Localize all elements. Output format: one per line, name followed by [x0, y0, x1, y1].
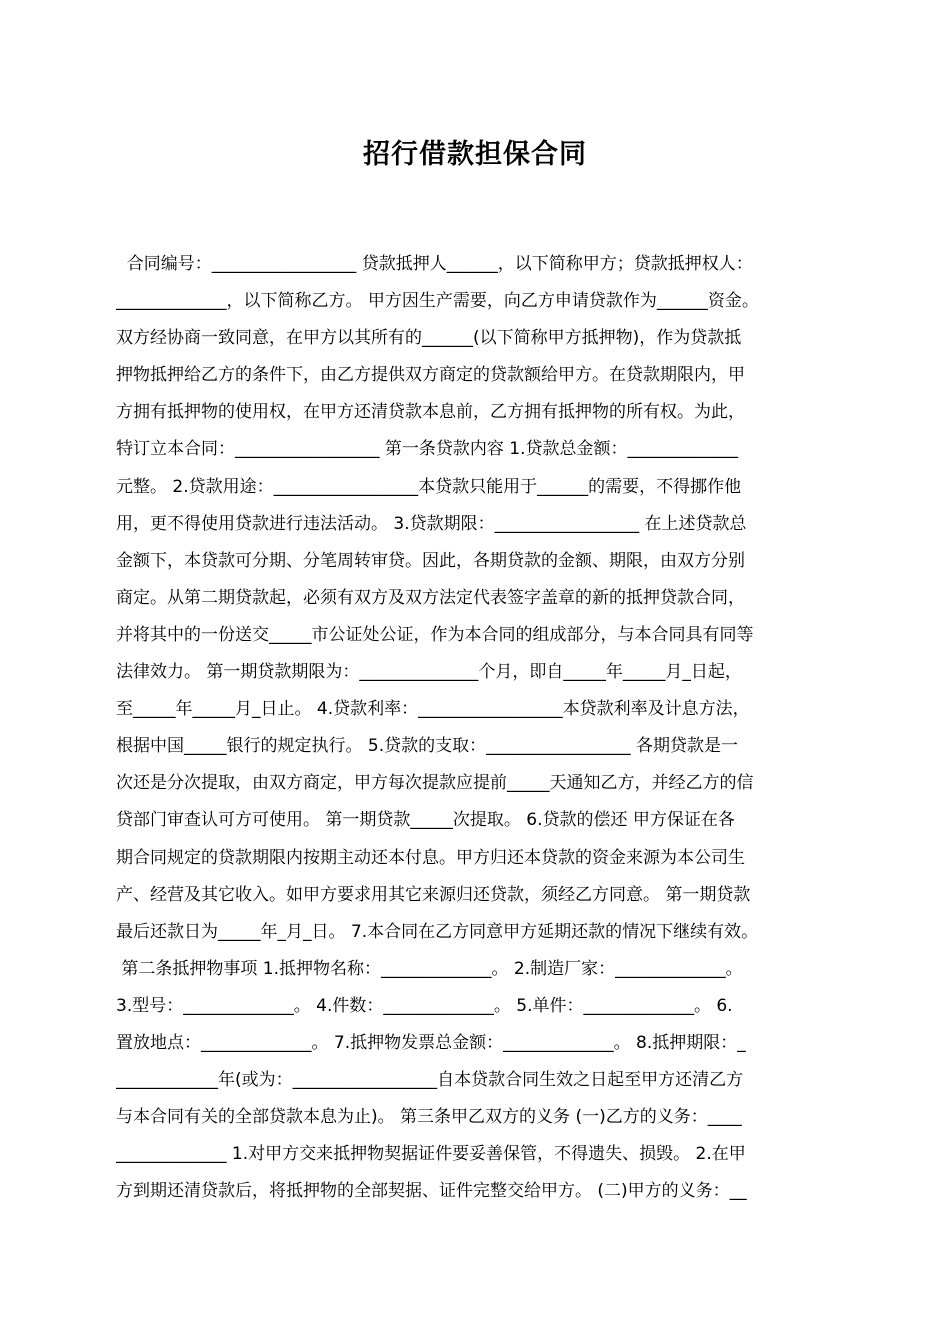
body-line: 3.型号：_____________。 4.件数：_____________。 5.单件：_____________。 6. [116, 995, 733, 1016]
body-line: 次还是分次提取，由双方商定，甲方每次提款应提前_____天通知乙方，并经乙方的信 [116, 773, 754, 794]
body-line: _____________ 1.对甲方交来抵押物契据证件要妥善保管，不得遗失、损毁。 2.在甲 [116, 1144, 746, 1165]
body-line: 期合同规定的贷款期限内按期主动还本付息。甲方归还本贷款的资金来源为本公司生 [116, 847, 745, 868]
body-line: 法律效力。 第一期贷款期限为：______________个月，即自_____年_____月_日起， [116, 662, 742, 683]
body-line: 置放地点：_____________。 7.抵押物发票总金额：_____________。 8.抵押期限：_ [116, 1032, 746, 1053]
body-line: 双方经协商一致同意，在甲方以其所有的______(以下简称甲方抵押物)，作为贷款抵 [116, 328, 742, 349]
body-line: 贷部门审查认可方可使用。 第一期贷款_____次提取。 6.贷款的偿还 甲方保证在各 [116, 810, 735, 831]
body-line: _____________，以下简称乙方。 甲方因生产需要，向乙方申请贷款作为______资金。 [116, 291, 759, 312]
body-line: 商定。从第二期贷款起，必须有双方及双方法定代表签字盖章的新的抵押贷款合同， [116, 587, 745, 608]
body-line: 方拥有抵押物的使用权，在甲方还清贷款本息前，乙方拥有抵押物的所有权。为此， [116, 402, 745, 423]
body-line: 至_____年_____月_日止。 4.贷款利率：_________________本贷款利率及计息方法， [116, 699, 750, 720]
body-line: 最后还款日为_____年_月_日。 7.本合同在乙方同意甲方延期还款的情况下继续有效。 [116, 921, 759, 942]
contract-body [116, 246, 846, 1210]
body-line: 用，更不得使用贷款进行违法活动。 3.贷款期限：_________________ 在上述贷款总 [116, 513, 747, 534]
body-line: 特订立本合同：_________________ 第一条贷款内容 1.贷款总金额：_____________ [116, 439, 739, 460]
body-line: 合同编号：_________________ 贷款抵押人______，以下简称甲方；贷款抵押权人： [116, 254, 753, 274]
body-line: 根据中国_____银行的规定执行。 5.贷款的支取：_________________ 各期贷款是一 [116, 736, 739, 757]
document-title: 招行借款担保合同 [363, 139, 587, 170]
body-line: 与本合同有关的全部贷款本息为止)。 第三条甲乙双方的义务 (一)乙方的义务：____ [116, 1107, 742, 1128]
body-line: 元整。 2.贷款用途：_________________本贷款只能用于______的需要，不得挪作他 [116, 476, 742, 497]
body-line: 第二条抵押物事项 1.抵押物名称：_____________。 2.制造厂家：_____________。 [116, 958, 743, 979]
body-line: 产、经营及其它收入。如甲方要求用其它来源归还贷款，须经乙方同意。 第一期贷款 [116, 884, 751, 905]
body-line: 方到期还清贷款后，将抵押物的全部契据、证件完整交给甲方。 (二)甲方的义务：__ [116, 1181, 747, 1202]
body-line: 押物抵押给乙方的条件下，由乙方提供双方商定的贷款额给甲方。在贷款期限内，甲 [116, 365, 745, 386]
body-line: 并将其中的一份送交_____市公证处公证，作为本合同的组成部分，与本合同具有同等 [116, 624, 754, 645]
body-line: ____________年(或为：_________________自本贷款合同生效之日起至甲方还清乙方 [116, 1070, 744, 1091]
body-line: 金额下，本贷款可分期、分笔周转审贷。因此，各期贷款的金额、期限，由双方分别 [116, 550, 745, 571]
